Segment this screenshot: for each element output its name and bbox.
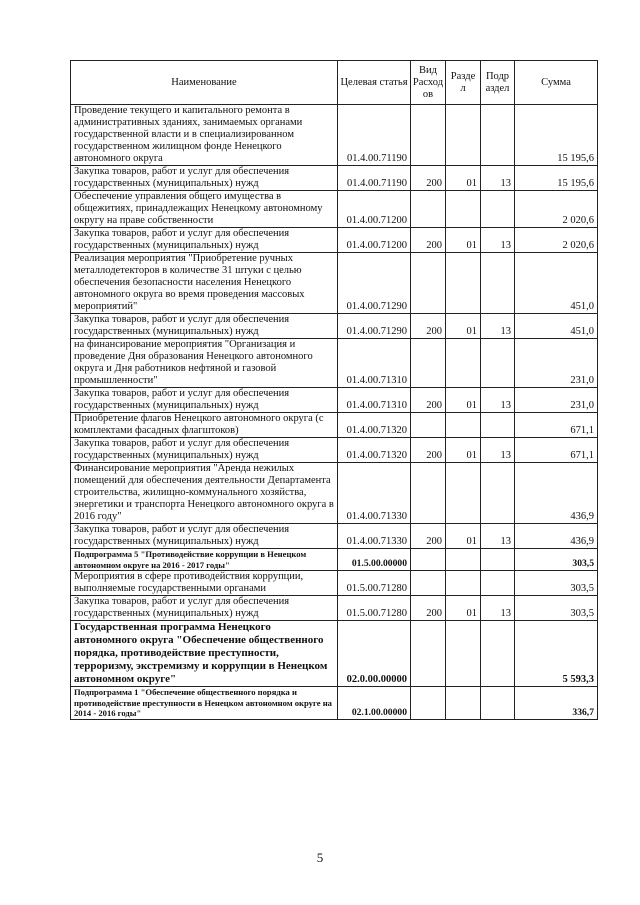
row-name: Приобретение флагов Ненецкого автономного округа (с комплектами фасадных флагштоков) xyxy=(71,413,338,438)
row-expense-kind xyxy=(411,621,446,687)
row-target-article: 01.4.00.71200 xyxy=(338,228,411,253)
row-sum: 336,7 xyxy=(515,687,598,720)
row-expense-kind: 200 xyxy=(411,388,446,413)
row-target-article: 01.4.00.71200 xyxy=(338,191,411,228)
row-expense-kind xyxy=(411,253,446,314)
row-name: на финансирование мероприятия "Организация и проведение Дня образования Ненецкого автономного округа и Дня работников нефтяной и газовой промышленности" xyxy=(71,339,338,388)
table-row xyxy=(71,571,598,596)
header-sum: Сумма xyxy=(515,61,598,105)
row-target-article: 01.4.00.71290 xyxy=(338,253,411,314)
row-sum: 2 020,6 xyxy=(515,228,598,253)
row-sum: 2 020,6 xyxy=(515,191,598,228)
row-sum: 303,5 xyxy=(515,571,598,596)
table-row xyxy=(71,228,598,253)
table-row xyxy=(71,253,598,314)
row-name: Подпрограмма 1 "Обеспечение общественного порядка и противодействие преступности в Ненецком автономном округе на 2014 - 2016 годы" xyxy=(71,687,338,720)
page-number: 5 xyxy=(316,850,324,865)
table-row xyxy=(71,463,598,524)
header-subsection: Подр аздел xyxy=(481,61,515,105)
row-subsection xyxy=(481,253,515,314)
row-section: 01 xyxy=(446,438,481,463)
row-subsection xyxy=(481,549,515,571)
row-section xyxy=(446,253,481,314)
row-subsection: 13 xyxy=(481,166,515,191)
row-section xyxy=(446,571,481,596)
row-subsection: 13 xyxy=(481,314,515,339)
row-section: 01 xyxy=(446,166,481,191)
budget-sheet xyxy=(70,60,597,720)
row-section: 01 xyxy=(446,524,481,549)
row-sum: 303,5 xyxy=(515,549,598,571)
row-sum: 231,0 xyxy=(515,339,598,388)
row-section xyxy=(446,549,481,571)
row-name: Мероприятия в сфере противодействия коррупции, выполняемые государственными органами xyxy=(71,571,338,596)
row-section xyxy=(446,105,481,166)
row-section xyxy=(446,463,481,524)
row-target-article: 01.4.00.71330 xyxy=(338,463,411,524)
table-row xyxy=(71,105,598,166)
row-name: Закупка товаров, работ и услуг для обеспечения государственных (муниципальных) нужд xyxy=(71,596,338,621)
table-row xyxy=(71,166,598,191)
row-section: 01 xyxy=(446,388,481,413)
table-row xyxy=(71,413,598,438)
row-subsection xyxy=(481,571,515,596)
row-target-article: 01.5.00.71280 xyxy=(338,596,411,621)
row-expense-kind: 200 xyxy=(411,438,446,463)
row-target-article: 01.4.00.71320 xyxy=(338,413,411,438)
row-name: Подпрограмма 5 "Противодействие коррупции в Ненецком автономном округе на 2016 - 2017 годы" xyxy=(71,549,338,571)
row-sum: 5 593,3 xyxy=(515,621,598,687)
table-row xyxy=(71,438,598,463)
row-expense-kind xyxy=(411,549,446,571)
table-row xyxy=(71,339,598,388)
row-section xyxy=(446,687,481,720)
row-sum: 671,1 xyxy=(515,413,598,438)
row-name: Реализация мероприятия "Приобретение ручных металлодетекторов в количестве 31 штуки с целью обеспечения безопасности населения Ненецкого автономного округа во время проведения массовых мероприятий" xyxy=(71,253,338,314)
row-name: Закупка товаров, работ и услуг для обеспечения государственных (муниципальных) нужд xyxy=(71,438,338,463)
row-target-article: 01.4.00.71330 xyxy=(338,524,411,549)
header-expense-kind: Вид Расход ов xyxy=(411,61,446,105)
row-target-article: 01.5.00.71280 xyxy=(338,571,411,596)
row-sum: 15 195,6 xyxy=(515,166,598,191)
row-expense-kind xyxy=(411,687,446,720)
row-section xyxy=(446,413,481,438)
row-expense-kind: 200 xyxy=(411,596,446,621)
row-sum: 231,0 xyxy=(515,388,598,413)
row-expense-kind xyxy=(411,571,446,596)
row-expense-kind: 200 xyxy=(411,228,446,253)
row-target-article: 01.4.00.71190 xyxy=(338,166,411,191)
row-expense-kind xyxy=(411,413,446,438)
row-section xyxy=(446,191,481,228)
row-subsection xyxy=(481,621,515,687)
row-subsection xyxy=(481,105,515,166)
row-target-article: 01.4.00.71190 xyxy=(338,105,411,166)
row-expense-kind xyxy=(411,339,446,388)
row-subsection: 13 xyxy=(481,388,515,413)
row-name: Закупка товаров, работ и услуг для обеспечения государственных (муниципальных) нужд xyxy=(71,388,338,413)
table-row xyxy=(71,524,598,549)
table-row xyxy=(71,314,598,339)
row-sum: 451,0 xyxy=(515,253,598,314)
row-subsection xyxy=(481,191,515,228)
row-name: Закупка товаров, работ и услуг для обеспечения государственных (муниципальных) нужд xyxy=(71,228,338,253)
header-name: Наименование xyxy=(71,61,338,105)
table-row xyxy=(71,687,598,720)
row-name: Проведение текущего и капитального ремонта в административных зданиях, занимаемых органами государственной власти и в специализированном государственном жилищном фонде Ненецкого автономного округа xyxy=(71,105,338,166)
row-expense-kind: 200 xyxy=(411,314,446,339)
row-subsection: 13 xyxy=(481,596,515,621)
row-name: Закупка товаров, работ и услуг для обеспечения государственных (муниципальных) нужд xyxy=(71,524,338,549)
row-name: Закупка товаров, работ и услуг для обеспечения государственных (муниципальных) нужд xyxy=(71,314,338,339)
row-target-article: 02.0.00.00000 xyxy=(338,621,411,687)
row-name: Закупка товаров, работ и услуг для обеспечения государственных (муниципальных) нужд xyxy=(71,166,338,191)
budget-table-body xyxy=(71,105,598,720)
row-target-article: 01.4.00.71320 xyxy=(338,438,411,463)
row-name: Государственная программа Ненецкого автономного округа "Обеспечение общественного порядка, противодействие преступности, терроризму, экстремизму и коррупции в Ненецком автономном округе" xyxy=(71,621,338,687)
row-sum: 15 195,6 xyxy=(515,105,598,166)
row-expense-kind: 200 xyxy=(411,524,446,549)
row-target-article: 01.5.00.00000 xyxy=(338,549,411,571)
row-expense-kind: 200 xyxy=(411,166,446,191)
row-subsection xyxy=(481,463,515,524)
row-target-article: 02.1.00.00000 xyxy=(338,687,411,720)
row-expense-kind xyxy=(411,105,446,166)
row-sum: 436,9 xyxy=(515,463,598,524)
row-section xyxy=(446,339,481,388)
budget-table xyxy=(70,60,598,720)
table-row xyxy=(71,621,598,687)
table-row xyxy=(71,549,598,571)
table-row xyxy=(71,191,598,228)
row-expense-kind xyxy=(411,191,446,228)
header-section: Разде л xyxy=(446,61,481,105)
row-section: 01 xyxy=(446,314,481,339)
row-subsection xyxy=(481,339,515,388)
row-subsection: 13 xyxy=(481,524,515,549)
row-target-article: 01.4.00.71310 xyxy=(338,339,411,388)
row-sum: 671,1 xyxy=(515,438,598,463)
row-target-article: 01.4.00.71290 xyxy=(338,314,411,339)
row-subsection: 13 xyxy=(481,438,515,463)
row-target-article: 01.4.00.71310 xyxy=(338,388,411,413)
row-name: Обеспечение управления общего имущества в общежитиях, принадлежащих Ненецкому автономному округу на праве собственности xyxy=(71,191,338,228)
row-sum: 436,9 xyxy=(515,524,598,549)
table-row xyxy=(71,388,598,413)
row-sum: 451,0 xyxy=(515,314,598,339)
row-section: 01 xyxy=(446,228,481,253)
row-section xyxy=(446,621,481,687)
table-row xyxy=(71,596,598,621)
row-subsection xyxy=(481,687,515,720)
header-target-article: Целевая статья xyxy=(338,61,411,105)
row-subsection xyxy=(481,413,515,438)
row-subsection: 13 xyxy=(481,228,515,253)
row-expense-kind xyxy=(411,463,446,524)
row-name: Финансирование мероприятия "Аренда нежилых помещений для обеспечения деятельности Департамента строительства, жилищно-коммунального хозяйства, энергетики и транспорта Ненецкого автономного округа в 2016 году" xyxy=(71,463,338,524)
header-row xyxy=(71,61,598,105)
row-section: 01 xyxy=(446,596,481,621)
row-sum: 303,5 xyxy=(515,596,598,621)
